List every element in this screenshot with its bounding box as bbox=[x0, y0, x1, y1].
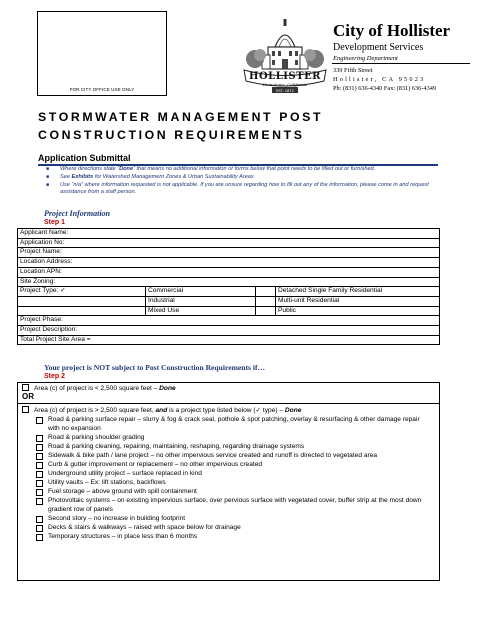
instructions-list bbox=[46, 166, 446, 197]
city-seal-logo bbox=[238, 15, 332, 95]
total-area-field[interactable]: Total Project Site Area = bbox=[18, 335, 440, 345]
project-information-heading: Project Information bbox=[44, 209, 111, 218]
project-phase-field[interactable]: Project Phase: bbox=[18, 316, 440, 326]
exempt-project-item[interactable]: Underground utility project – surface replaced in kind bbox=[36, 469, 432, 478]
checkbox[interactable] bbox=[36, 516, 43, 523]
project-type-label: Project Type: ✓ bbox=[18, 287, 146, 297]
project-name-field[interactable]: Project Name: bbox=[18, 248, 440, 258]
checkbox[interactable] bbox=[36, 453, 43, 460]
exempt-project-item[interactable]: Photovoltaic systems – on existing impervious surface, over pervious surface with vegetated cover, buffer strip at the most down gradient row of panels bbox=[36, 496, 432, 514]
type-checkbox-cell[interactable] bbox=[256, 306, 276, 316]
checkbox[interactable] bbox=[36, 471, 43, 478]
exempt-project-item[interactable]: Sidewalk & bike path / lane project – no other impervious service created and runoff is directed to vegetated area bbox=[36, 451, 432, 460]
department-name: Development Services bbox=[333, 42, 424, 53]
exempt-project-list bbox=[36, 415, 432, 541]
checkbox[interactable] bbox=[22, 384, 29, 391]
application-submittal-heading: Application Submittal bbox=[38, 153, 131, 163]
type-industrial[interactable]: Industrial bbox=[146, 296, 256, 306]
project-description-field[interactable]: Project Description: bbox=[18, 326, 440, 336]
not-subject-heading: Your project is NOT subject to Post Construction Requirements if… bbox=[44, 363, 266, 372]
type-checkbox-cell[interactable] bbox=[256, 296, 276, 306]
office-use-label: FOR CITY OFFICE USE ONLY bbox=[69, 87, 135, 92]
instruction-item: ■ Use “n/a” where information requested is not applicable. If you are unsure regarding how to fill out any of the information, please come in and request assistance from a staff person. bbox=[46, 181, 429, 196]
street-address: 339 Fifth Street bbox=[333, 67, 373, 74]
svg-text:Hometown, California: Hometown, California bbox=[262, 82, 308, 87]
project-type-blank bbox=[18, 296, 146, 306]
header-divider bbox=[332, 63, 470, 64]
type-mixed-use[interactable]: Mixed Use bbox=[146, 306, 256, 316]
exempt-project-item[interactable]: Road & parking shoulder grading bbox=[36, 433, 432, 442]
site-zoning-field[interactable]: Site Zoning: bbox=[18, 277, 440, 287]
checkbox[interactable] bbox=[36, 417, 43, 424]
or-label: OR bbox=[22, 392, 34, 401]
exempt-project-item[interactable]: Temporary structures – in place less than 6 months bbox=[36, 532, 432, 541]
instruction-item: ■ Where directions state “Done” that means no additional information or forms below that point needs to be filled out or furnished. bbox=[46, 166, 376, 172]
type-public[interactable]: Public bbox=[276, 306, 440, 316]
city-state-zip: Hollister, CA 95023 bbox=[333, 76, 426, 83]
seal-name-text: HOLLISTER bbox=[249, 71, 321, 82]
project-type-blank bbox=[18, 306, 146, 316]
checkbox[interactable] bbox=[36, 435, 43, 442]
checkbox[interactable] bbox=[36, 462, 43, 469]
option-large-area[interactable]: Area (c) of project is > 2,500 square feet, and is a project type listed below (✓ type) – Done bbox=[22, 406, 301, 414]
office-use-box bbox=[37, 11, 167, 96]
exempt-project-item[interactable]: Second story – no increase in building footprint bbox=[36, 514, 432, 523]
phone-fax: Ph: (831) 636-4340 Fax: (831) 636-4349 bbox=[333, 85, 437, 92]
checkbox[interactable] bbox=[36, 525, 43, 532]
exempt-project-item[interactable]: Road & parking cleaning, repairing, maintaining, reshaping, regarding drainage systems bbox=[36, 442, 432, 451]
applicant-name-field[interactable]: Applicant Name: bbox=[18, 229, 440, 239]
checkbox[interactable] bbox=[36, 444, 43, 451]
application-no-field[interactable]: Application No: bbox=[18, 238, 440, 248]
exempt-project-item[interactable]: Curb & gutter improvement or replacement – no other impervious created bbox=[36, 460, 432, 469]
checkbox[interactable] bbox=[36, 480, 43, 487]
city-title: City of Hollister bbox=[333, 21, 451, 40]
type-commercial[interactable]: Commercial bbox=[146, 287, 256, 297]
type-multi-unit[interactable]: Multi-unit Residential bbox=[276, 296, 440, 306]
checkbox[interactable] bbox=[22, 406, 29, 413]
location-address-field[interactable]: Location Address: bbox=[18, 258, 440, 268]
type-checkbox-cell[interactable] bbox=[256, 287, 276, 297]
checkbox[interactable] bbox=[36, 534, 43, 541]
project-information-table bbox=[17, 228, 440, 345]
exempt-project-item[interactable]: Road & parking surface repair – slurry & fog & crack seal, pothole & spot patching, overlay & resurfacing & other damage repair with no expansion bbox=[36, 415, 432, 433]
exempt-project-item[interactable]: Decks & stairs & walkways – raised with space below for drainage bbox=[36, 523, 432, 532]
location-apn-field[interactable]: Location APN: bbox=[18, 267, 440, 277]
type-detached[interactable]: Detached Single Family Residential bbox=[276, 287, 440, 297]
step-2-label: Step 2 bbox=[44, 373, 66, 380]
option-small-area[interactable]: Area (c) of project is < 2,500 square feet – Done bbox=[22, 384, 176, 392]
checkbox[interactable] bbox=[36, 489, 43, 496]
checkbox[interactable] bbox=[36, 498, 43, 505]
exempt-project-item[interactable]: Fuel storage – above ground with spill containment bbox=[36, 487, 432, 496]
step-1-label: Step 1 bbox=[44, 219, 66, 226]
exempt-project-item[interactable]: Utility vaults – Ex: lift stations, backflows bbox=[36, 478, 432, 487]
division-name: Engineering Department bbox=[333, 55, 398, 62]
document-title: STORMWATER MANAGEMENT POST CONSTRUCTION REQUIREMENTS bbox=[38, 110, 324, 142]
instruction-item: ■ See Exhibits for Watershed Management Zones & Urban Sustainability Areas bbox=[46, 173, 254, 180]
svg-text:EST. 1872: EST. 1872 bbox=[276, 89, 294, 93]
